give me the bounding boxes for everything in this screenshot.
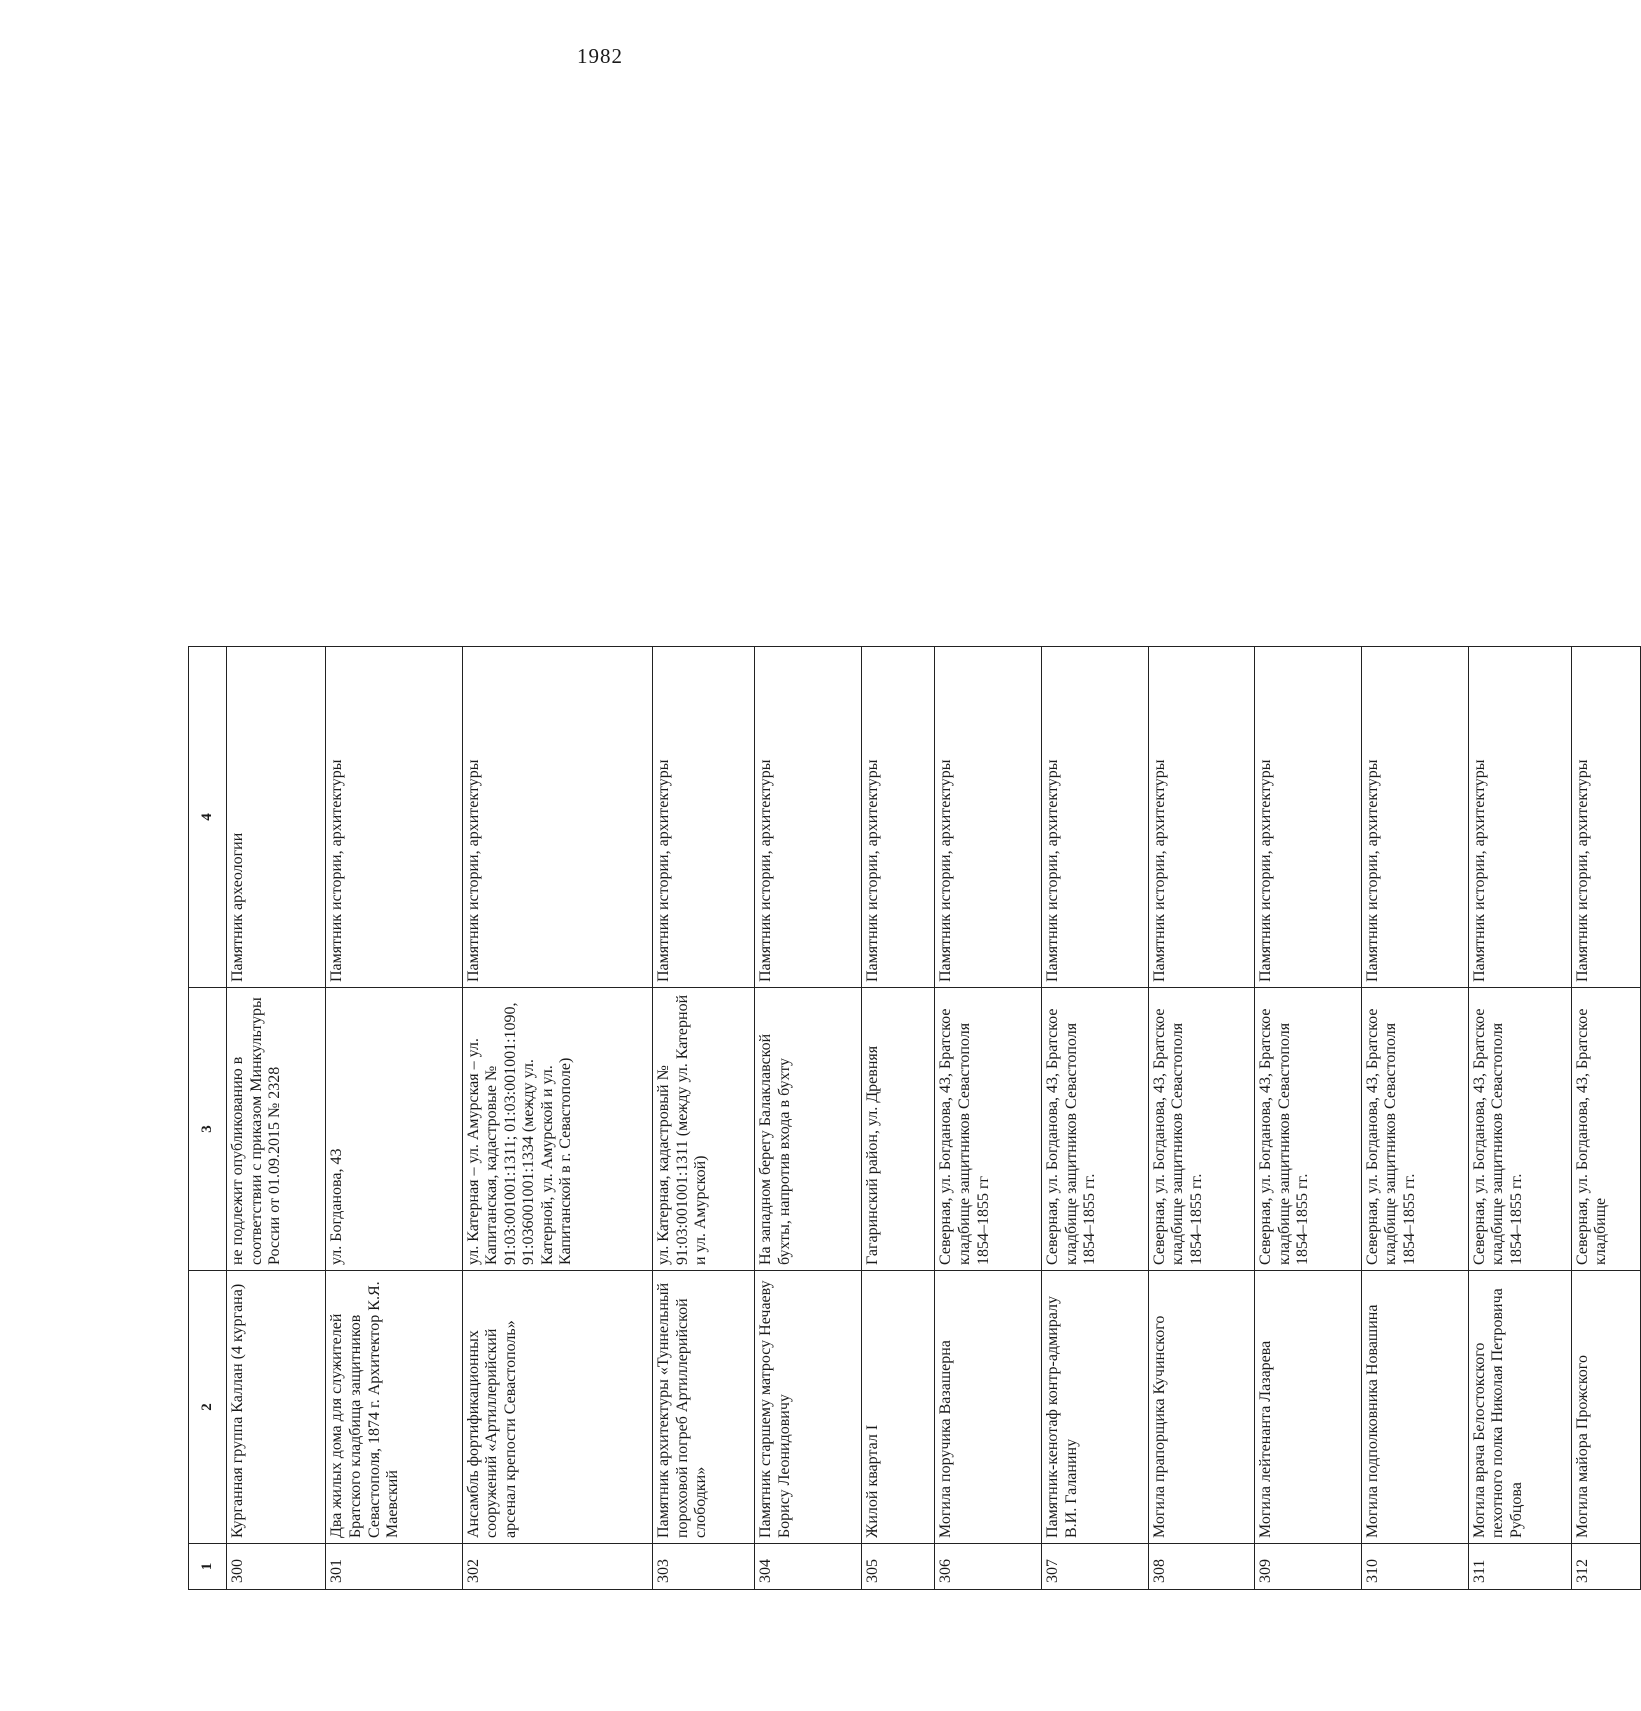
object-category: Памятник истории, архитектуры [935,647,1042,988]
object-category: Памятник истории, архитектуры [326,647,462,988]
object-category: Памятник истории, архитектуры [462,647,653,988]
table-row [227,647,326,1590]
object-location: Северная, ул. Богданова, 43, Братское кладбище защитников Севастополя 1854–1855 гг. [1361,988,1468,1271]
object-name: Ансамбль фортификационных сооружений «Артиллерийский арсенал крепости Севастополь» [462,1271,653,1544]
object-location: ул. Катерная – ул. Амурская – ул. Капитанская, кадастровые № 91:03:001001:1311; 01:03:001001:1090, 91:036001001:1334 (между ул. Катерной, ул. Амурской и ул. Капитанской в г. Севастополе) [462,988,653,1271]
object-name: Жилой квартал I [861,1271,935,1544]
object-name: Могила лейтенанта Лазарева [1255,1271,1362,1544]
object-name: Курганная группа Каллан (4 кургана) [227,1271,326,1544]
object-name: Могила подполковника Новашина [1361,1271,1468,1544]
row-number: 300 [227,1544,326,1590]
object-category: Памятник истории, архитектуры [1571,647,1640,988]
row-number: 308 [1148,1544,1255,1590]
object-location: ул. Богданова, 43 [326,988,462,1271]
table-row [1571,647,1640,1590]
table-row [1042,647,1149,1590]
object-location: Северная, ул. Богданова, 43, Братское кладбище защитников Севастополя 1854–1855 гг. [1042,988,1149,1271]
object-location: Северная, ул. Богданова, 43, Братское кладбище защитников Севастополя 1854–1855 гг. [1468,988,1571,1271]
row-number: 304 [755,1544,862,1590]
object-location: Гагаринский район, ул. Древняя [861,988,935,1271]
object-name: Памятник старшему матросу Нечаеву Борису Леонидовичу [755,1271,862,1544]
object-name: Два жилых дома для служителей Братского кладбища защитников Севастополя, 1874 г. Архитектор К.Я. Маевский [326,1271,462,1544]
row-number: 310 [1361,1544,1468,1590]
column-header-4: 4 [189,647,227,988]
object-category: Памятник истории, архитектуры [861,647,935,988]
object-category: Памятник истории, архитектуры [653,647,755,988]
object-location: Северная, ул. Богданова, 43, Братское кладбище защитников Севастополя 1854–1855 гг. [1148,988,1255,1271]
table-row [755,647,862,1590]
table-row [462,647,653,1590]
row-number: 302 [462,1544,653,1590]
row-number: 301 [326,1544,462,1590]
object-category: Памятник истории, архитектуры [1255,647,1362,988]
object-name: Памятник архитектуры «Туннельный пороховой погреб Артиллерийской слободки» [653,1271,755,1544]
object-category: Памятник истории, архитектуры [1042,647,1149,988]
row-number: 311 [1468,1544,1571,1590]
object-name: Могила поручика Вазашерна [935,1271,1042,1544]
object-name: Могила врача Белостокского пехотного полка Николая Петровича Рубцова [1468,1271,1571,1544]
row-number: 306 [935,1544,1042,1590]
row-number: 305 [861,1544,935,1590]
page-number: 1982 [577,44,623,68]
rotated-table-content [188,647,1641,1590]
table-row [1468,647,1571,1590]
table-row [935,647,1042,1590]
table-row [326,647,462,1590]
object-location: На западном берегу Балаклавской бухты, напротив входа в бухту [755,988,862,1271]
rotated-table-frame [188,137,1641,1583]
object-category: Памятник истории, архитектуры [1468,647,1571,988]
object-name: Памятник-кенотаф контр-адмиралу В.И. Галанину [1042,1271,1149,1544]
object-location: Северная, ул. Богданова, 43, Братское кладбище защитников Севастополя 1854–1855 гг [935,988,1042,1271]
row-number: 312 [1571,1544,1640,1590]
table-row [1148,647,1255,1590]
object-category: Памятник истории, архитектуры [1361,647,1468,988]
row-number: 307 [1042,1544,1149,1590]
object-location: ул. Катерная, кадастровый № 91:03:001001:1311 (между ул. Катерной и ул. Амурской) [653,988,755,1271]
object-category: Памятник истории, архитектуры [1148,647,1255,988]
row-number: 303 [653,1544,755,1590]
object-name: Могила майора Прожского [1571,1271,1640,1544]
object-location: Северная, ул. Богданова, 43, Братское кладбище [1571,988,1640,1271]
row-number: 309 [1255,1544,1362,1590]
object-category: Памятник истории, архитектуры [755,647,862,988]
column-header-2: 2 [189,1271,227,1544]
table-header-row [189,647,227,1590]
column-header-1: 1 [189,1544,227,1590]
object-location: не подлежит опубликованию в соответствии с приказом Минкультуры России от 01.09.2015 № 2328 [227,988,326,1271]
object-location: Северная, ул. Богданова, 43, Братское кладбище защитников Севастополя 1854–1855 гг. [1255,988,1362,1271]
table-row [1255,647,1362,1590]
table-row [861,647,935,1590]
object-name: Могила прапорщика Кучинского [1148,1271,1255,1544]
table-row [1361,647,1468,1590]
column-header-3: 3 [189,988,227,1271]
heritage-objects-table [188,646,1641,1590]
object-category: Памятник археологии [227,647,326,988]
table-row [653,647,755,1590]
